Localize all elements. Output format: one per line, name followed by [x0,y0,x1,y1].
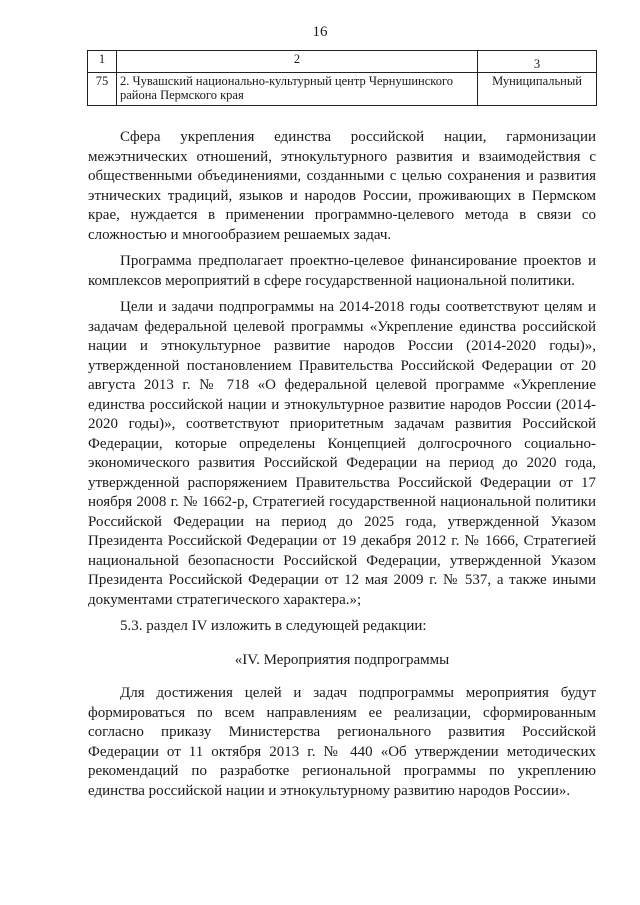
column-header-3: 3 [478,51,597,73]
document-body [88,128,596,808]
organizations-table [87,50,597,106]
row-number-cell: 75 [88,73,117,106]
column-header-2: 2 [117,51,478,73]
paragraph-financing: Программа предполагает проектно-целевое финансирование проектов и комплексов мероприятий в сфере государственной национальной политики. [88,253,596,289]
column-header-1: 1 [88,51,117,73]
page-number: 16 [312,24,328,40]
table-header-row [88,51,597,73]
status-cell: Муниципальный [478,73,597,106]
table-row [88,73,597,106]
subsection-instruction: 5.3. раздел IV изложить в следующей редакции: [120,618,427,634]
section-heading: «IV. Мероприятия подпрограммы [234,651,450,668]
paragraph-scope: Сфера укрепления единства российской нации, гармонизации межэтнических отношений, этнокультурного развития и взаимодействия с общественными объединениями, созданными с целью сохранения и развития этнических традиций, языков и народов России, проживающих в Пермском крае, нуждается в применении программно-целевого метода в связи со сложностью и многообразием решаемых задач. [88,129,596,243]
paragraph-goals: Цели и задачи подпрограммы на 2014-2018 годы соответствуют целям и задачам федеральной целевой программы «Укрепление единства российской нации и этнокультурное развитие народов России (2014-2020 годы)», утвержденной постановлением Правительства Российской Федерации от 20 августа 2013 г. № 718 «О федеральной целевой программе «Укрепление единства российской нации и этнокультурное развитие народов России (2014-2020 годы)», соответствуют приоритетным задачам развития Российской Федерации, которые определены Концепцией долгосрочного социально-экономического развития Российской Федерации на период до 2020 года, утвержденной распоряжением Правительства Российской Федерации от 17 ноября 2008 г. № 1662-р, Стратегией государственной национальной политики Российской Федерации на период до 2025 года, утвержденной Указом Президента Российской Федерации от 19 декабря 2012 г. № 1666, Стратегией национальной безопасности Российской Федерации, утвержденной Указом Президента Российской Федерации от 12 мая 2009 г. № 537, а также иными документами стратегического характера.»; [88,299,596,608]
paragraph-measures: Для достижения целей и задач подпрограммы мероприятия будут формироваться по всем направлениям ее реализации, сформированным согласно приказу Министерства регионального развития Российской Федерации от 11 октября 2013 г. № 440 «Об утверждении методических рекомендаций по разработке региональной программы по укреплению единства российской нации и этнокультурному развитию народов России». [88,685,596,799]
organization-name-cell: 2. Чувашский национально-культурный центр Чернушинского района Пермского края [117,73,478,106]
